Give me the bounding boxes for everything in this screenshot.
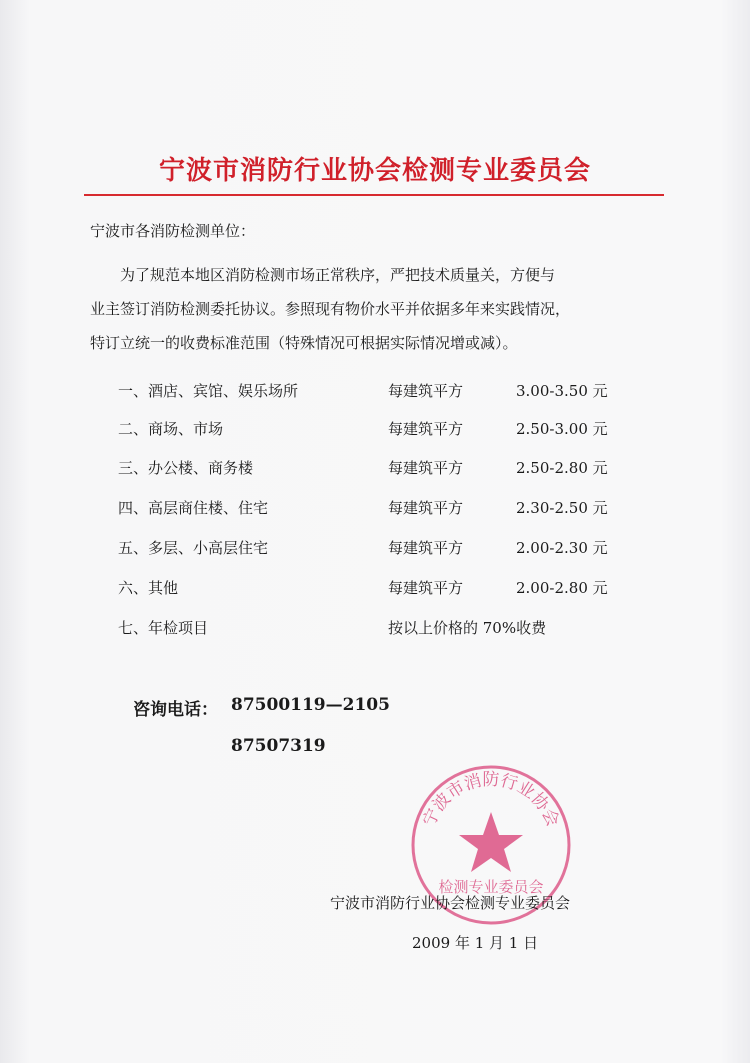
- contact-phone: 87507319: [231, 736, 326, 756]
- letterhead-rule: [84, 194, 664, 196]
- body-line-1: 为了规范本地区消防检测市场正常秩序，严把技术质量关，方便与: [120, 266, 556, 284]
- fee-unit: 每建筑平方: [388, 420, 464, 438]
- seal-ring-text: 宁波市消防行业协会: [419, 770, 563, 830]
- fee-price: 2.50-3.00 元: [516, 420, 608, 438]
- fee-price: 2.00-2.80 元: [516, 579, 608, 597]
- fee-unit: 每建筑平方: [388, 579, 464, 597]
- fee-row-annual: [118, 617, 658, 647]
- seal-star-icon: [459, 812, 523, 872]
- fee-price: 2.00-2.30 元: [516, 539, 608, 557]
- contact-label: 咨询电话：: [133, 700, 218, 720]
- fee-item: 七、年检项目: [118, 619, 209, 637]
- fee-note: 按以上价格的 70%收费: [388, 619, 547, 637]
- fee-item: 六、其他: [118, 579, 179, 597]
- salutation: 宁波市各消防检测单位：: [90, 222, 256, 240]
- seal-bottom-text: 检测专业委员会: [438, 878, 544, 896]
- fee-unit: 每建筑平方: [388, 459, 464, 477]
- fee-item: 一、酒店、宾馆、娱乐场所: [118, 382, 299, 400]
- fee-item: 五、多层、小高层住宅: [118, 539, 269, 557]
- fee-unit: 每建筑平方: [388, 499, 464, 517]
- fee-row: [118, 418, 658, 448]
- body-line-3: 特订立统一的收费标准范围（特殊情况可根据实际情况增或减）。: [90, 334, 518, 352]
- fee-item: 二、商场、市场: [118, 420, 224, 438]
- fee-row: [118, 577, 658, 607]
- letterhead-title: 宁波市消防行业协会检测专业委员会: [158, 156, 591, 186]
- signature-date: 2009 年 1 月 1 日: [412, 934, 539, 952]
- fee-row: [118, 457, 658, 487]
- fee-row: [118, 380, 658, 410]
- fee-item: 三、办公楼、商务楼: [118, 459, 254, 477]
- signature-org: 宁波市消防行业协会检测专业委员会: [330, 894, 571, 912]
- fee-price: 2.30-2.50 元: [516, 499, 608, 517]
- contact-phone: 87500119—2105: [231, 695, 390, 715]
- fee-price: 2.50-2.80 元: [516, 459, 608, 477]
- fee-row: [118, 497, 658, 527]
- fee-unit: 每建筑平方: [388, 382, 464, 400]
- body-line-2: 业主签订消防检测委托协议。参照现有物价水平并依据多年来实践情况，: [90, 300, 571, 318]
- fee-item: 四、高层商住楼、住宅: [118, 499, 269, 517]
- fee-unit: 每建筑平方: [388, 539, 464, 557]
- fee-row: [118, 537, 658, 567]
- fee-price: 3.00-3.50 元: [516, 382, 608, 400]
